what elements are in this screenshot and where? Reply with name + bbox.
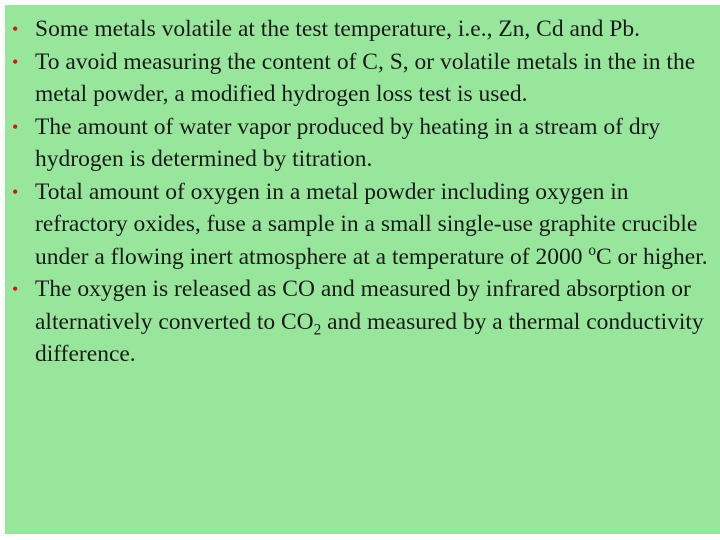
co2-subscript: 2 [313,321,322,339]
bullet-text: C or higher. [596,243,708,270]
bullet-list [5,5,720,371]
degree-superscript: o [588,241,596,259]
bullet-text: Some metals volatile at the test temperature, i.e., Zn, Cd and Pb. [35,16,640,42]
bullet-text: To avoid measuring the content of C, S, or volatile metals in the in the metal powder, a modified hydrogen loss test is used. [35,48,696,107]
bullet-item-modified-hydrogen-loss [5,46,714,111]
bullet-text: The oxygen is released as CO and measured by infrared absorption or alternatively converted to CO [35,276,691,335]
bullet-text: and measured by a thermal conductivity difference. [35,308,704,367]
bullet-item-co-measurement [5,273,714,371]
bullet-item-volatile-metals [5,13,714,46]
bullet-text: The amount of water vapor produced by heating in a stream of dry hydrogen is determined by titration. [35,113,661,172]
bullet-text: Total amount of oxygen in a metal powder including oxygen in refractory oxides, fuse a sample in a small single-use graphite crucible under a flowing inert atmosphere at a temperature of 2000 [35,178,698,270]
bullet-item-total-oxygen [5,176,714,274]
bullet-item-water-vapor-titration [5,111,714,176]
